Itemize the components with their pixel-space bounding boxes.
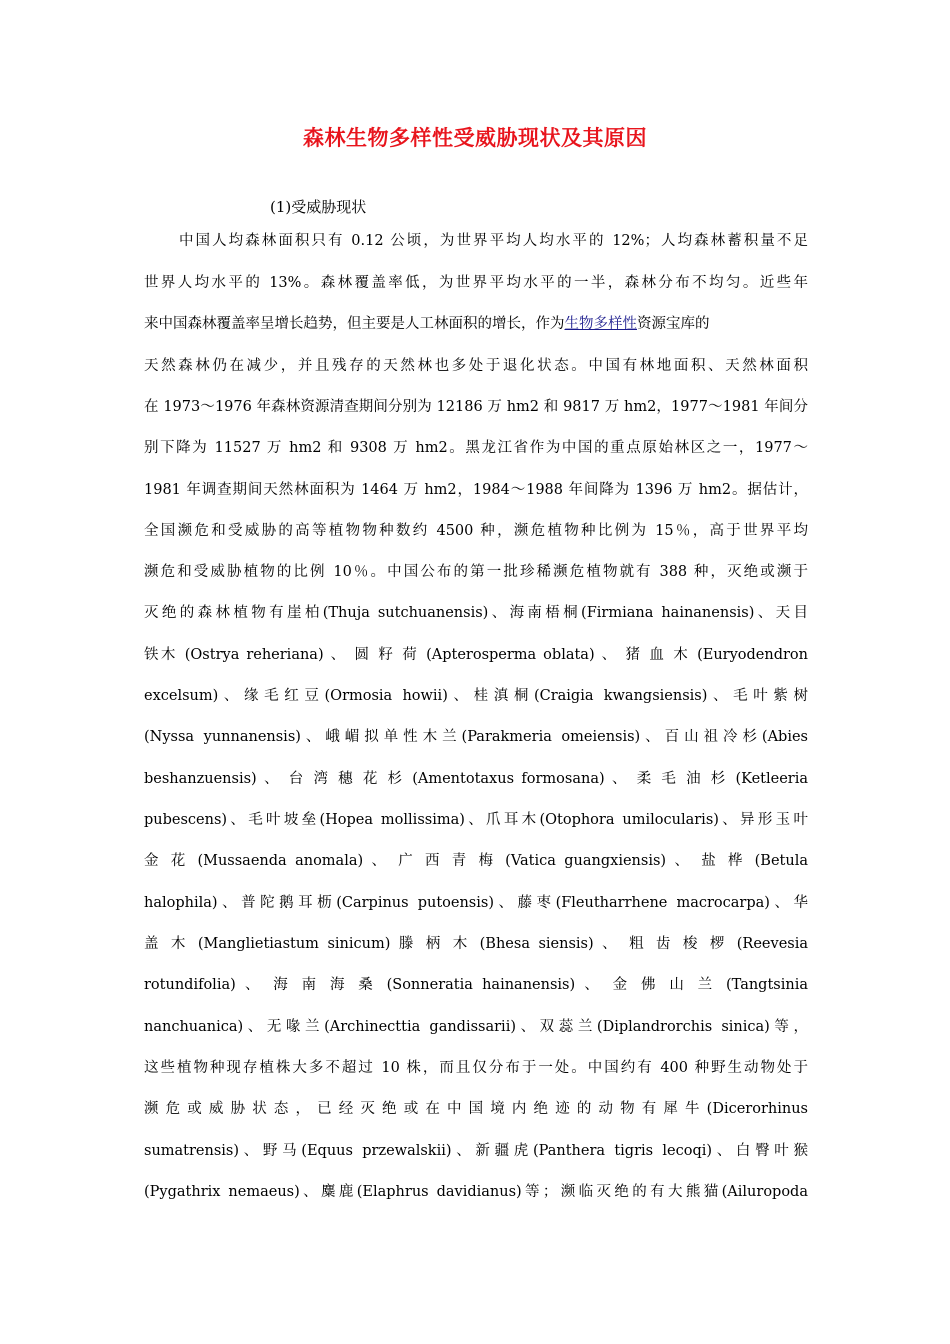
paragraph-line: 濒危和受威胁植物的比例 10％。中国公布的第一批珍稀濒危植物就有 388 种，灭绝或濒于 [144,564,808,580]
paragraph-line: 铁木 (Ostrya reheriana) 、 圆 籽 荷 (Apterosperma oblata) 、 猪 血 木 (Euryodendron [144,647,808,663]
paragraph-line: 别下降为 11527 万 hm2 和 9308 万 hm2。黑龙江省作为中国的重点原始林区之一，1977～ [144,440,808,456]
paragraph-line: 天然森林仍在减少，并且残存的天然林也多处于退化状态。中国有林地面积、天然林面积 [144,358,808,374]
paragraph-line: nanchuanica)、无喙兰(Archinecttia gandissarii)、双蕊兰(Diplandrorchis sinica)等， [144,1019,808,1035]
section-subheading: (1)受威胁现状 [270,198,367,216]
paragraph-line: 1981 年调查期间天然林面积为 1464 万 hm2，1984～1988 年间降为 1396 万 hm2。据估计， [144,482,808,498]
paragraph-line: 全国濒危和受威胁的高等植物物种数约 4500 种，濒危植物种比例为 15％，高于世界平均 [144,523,808,539]
paragraph-line: 在 1973～1976 年森林资源清查期间分别为 12186 万 hm2 和 9817 万 hm2，1977～1981 年间分 [144,399,808,415]
paragraph-line: 濒 危 或 威 胁 状 态 ， 已 经 灭 绝 或 在 中 国 境 内 绝 迹 的 动 物 有 犀 牛 (Dicerorhinus [144,1101,808,1117]
document-title: 森林生物多样性受威胁现状及其原因 [303,126,647,150]
paragraph-line: (Pygathrix nemaeus)、麋鹿(Elaphrus davidianus)等；濒临灭绝的有大熊猫(Ailuropoda [144,1184,808,1200]
paragraph-line: pubescens)、毛叶坡垒(Hopea mollissima)、爪耳木(Otophora umilocularis)、异形玉叶 [144,812,808,828]
paragraph-line: 金 花 (Mussaenda anomala) 、 广 西 青 梅 (Vatica guangxiensis) 、 盐 桦 (Betula [144,853,808,869]
paragraph-text: 来中国森林覆盖率呈增长趋势，但主要是人工林面积的增长，作为 [144,316,565,332]
paragraph-line: 世界人均水平的 13%。森林覆盖率低，为世界平均水平的一半，森林分布不均匀。近些年 [144,275,808,291]
paragraph-line: excelsum)、缘毛红豆(Ormosia howii)、桂滇桐(Craigia kwangsiensis)、毛叶紫树 [144,688,808,704]
paragraph-line: (Nyssa yunnanensis)、峨嵋拟单性木兰(Parakmeria omeiensis)、百山祖冷杉(Abies [144,729,808,745]
paragraph-line: 这些植物种现存植株大多不超过 10 株，而且仅分布于一处。中国约有 400 种野生动物处于 [144,1060,808,1076]
paragraph-text: 资源宝库的 [637,316,710,332]
paragraph-line: 中国人均森林面积只有 0.12 公顷，为世界平均人均水平的 12%；人均森林蓄积量不足 [179,233,808,249]
paragraph-line: rotundifolia) 、 海 南 海 桑 (Sonneratia hainanensis) 、 金 佛 山 兰 (Tangtsinia [144,977,808,993]
paragraph-line [144,312,808,336]
paragraph-line: beshanzuensis) 、 台 湾 穗 花 杉 (Amentotaxus formosana) 、 柔 毛 油 杉 (Ketleeria [144,771,808,787]
paragraph-line: halophila)、普陀鹅耳枥(Carpinus putoensis)、藤枣(Fleutharrhene macrocarpa)、华 [144,895,808,911]
biodiversity-link[interactable]: 生物多样性 [564,316,637,332]
paragraph-line: sumatrensis)、野马(Equus przewalskii)、新疆虎(Panthera tigris lecoqi)、白臀叶猴 [144,1143,808,1159]
paragraph-line: 盖 木 (Manglietiastum sinicum) 滕 柄 木 (Bhesa siensis) 、 粗 齿 梭 椤 (Reevesia [144,936,808,952]
paragraph-line: 灭绝的森林植物有崖柏(Thuja sutchuanensis)、海南梧桐(Firmiana hainanensis)、天目 [144,605,808,621]
